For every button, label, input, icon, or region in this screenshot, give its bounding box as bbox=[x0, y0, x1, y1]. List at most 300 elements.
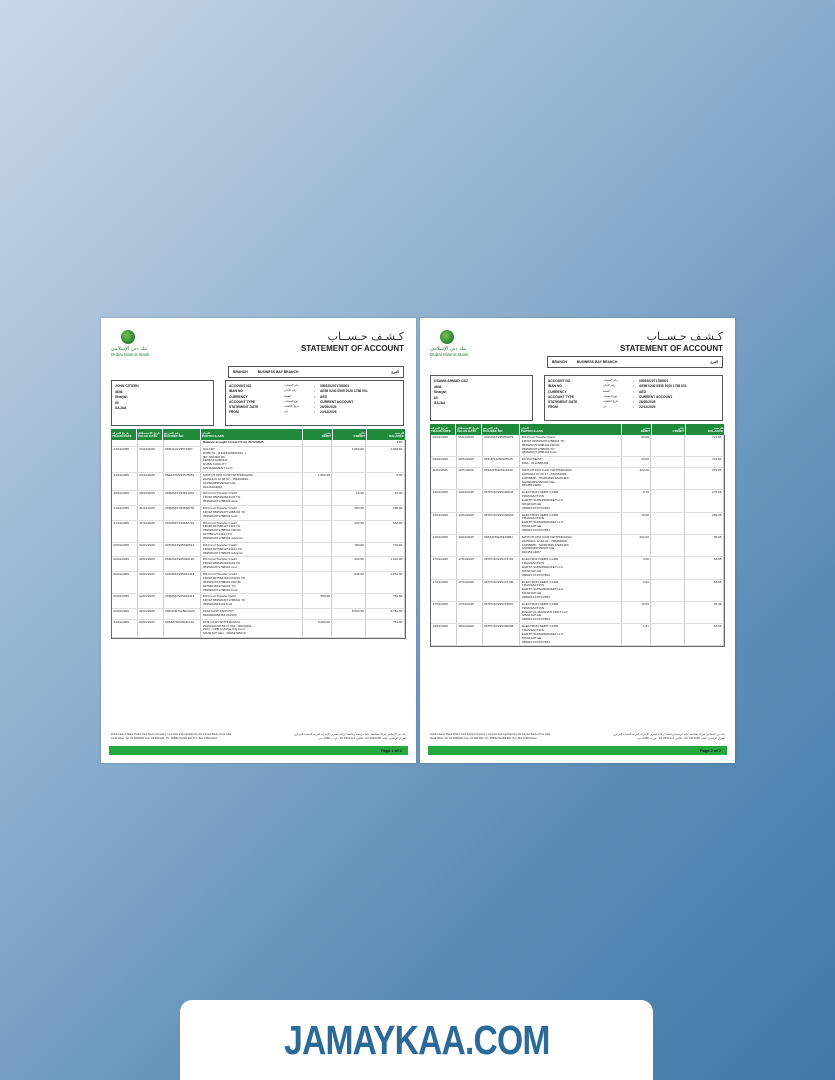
table-cell: 001MSFT225022414 bbox=[164, 572, 202, 593]
table-cell: 02/01/2025 bbox=[112, 543, 138, 557]
account-info-value: 26/05/2025 bbox=[639, 400, 656, 405]
table-cell: ELECTRON DEBIT CARD TRANSACTION EARTH SUPERMARKET LLC SHARJAH AE 45882XXXXXX7884 bbox=[520, 557, 621, 578]
account-info-label-ar: نوع الحساب bbox=[603, 393, 618, 398]
table-cell bbox=[303, 543, 333, 557]
customer-name: USAMA AHMAD IJAZ bbox=[434, 379, 469, 383]
table-cell bbox=[138, 440, 164, 446]
column-header-en: DOC/REF NO bbox=[483, 429, 503, 434]
table-cell: MS Fund Transfer Credit FROM 0595202823101 TO 0595202071788001 rent bbox=[201, 557, 302, 571]
table-cell: 5,751.84 bbox=[366, 609, 405, 619]
account-info-row bbox=[229, 400, 400, 404]
table-row bbox=[112, 620, 405, 638]
table-row bbox=[112, 473, 405, 491]
column-header-ar: دائن bbox=[359, 430, 365, 435]
table-cell: 18/01/2025 bbox=[431, 624, 457, 645]
bank-logo bbox=[111, 330, 181, 358]
table-cell: 17/01/2025 bbox=[457, 602, 483, 623]
table-header bbox=[111, 429, 406, 440]
table-cell: MS Fund Transfer Credit FROM 0075801274401 TO 0595202071788001 FROM 00758012744101 TO 0595202071788001 advance bbox=[201, 521, 302, 542]
table-cell bbox=[651, 513, 685, 534]
table-cell: 007MSFT225020514 bbox=[164, 543, 202, 557]
account-info-value: 22/12/2025 bbox=[639, 405, 656, 410]
table-cell bbox=[332, 473, 366, 490]
table-cell: 17/01/2025 bbox=[431, 580, 457, 601]
branch-value: BUSINESS BAY BRANCH bbox=[257, 369, 299, 374]
table-cell: 02/01/2025 bbox=[138, 543, 164, 557]
table-cell: 31/12/2025 bbox=[112, 521, 138, 542]
account-info-value: AE56 0240 0595 2020 1788 001 bbox=[639, 384, 687, 389]
table-cell: 13/01/2025 bbox=[457, 535, 483, 556]
table-cell: 001MSFT223652791 bbox=[164, 521, 202, 542]
table-cell: 067POSX225172796 bbox=[483, 580, 521, 601]
column-header bbox=[652, 424, 686, 435]
account-info-label-ar: رقم الآيبان bbox=[284, 388, 297, 393]
table-cell bbox=[651, 602, 685, 623]
table-cell bbox=[303, 572, 333, 593]
column-header bbox=[367, 429, 406, 440]
table-cell: 03/01/2025 bbox=[112, 620, 138, 637]
customer-address-line: 60 bbox=[434, 395, 438, 400]
account-info-label-ar: رقم الحساب bbox=[284, 383, 299, 387]
table-cell bbox=[303, 491, 333, 505]
bank-name-ar: بنك دبي الإسلامي bbox=[430, 346, 467, 352]
account-info-row bbox=[229, 410, 400, 414]
table-cell: 701.84 bbox=[685, 457, 724, 467]
table-row bbox=[112, 572, 405, 594]
table-row bbox=[112, 609, 405, 620]
customer-address-line: 60 bbox=[115, 400, 119, 405]
table-cell: 02/01/2025 bbox=[112, 594, 138, 608]
column-header bbox=[333, 429, 367, 440]
table-row bbox=[431, 602, 724, 624]
account-info-label: IBAN NO bbox=[229, 389, 243, 394]
brand-text: JAMAYKAA.COM bbox=[283, 1016, 550, 1063]
table-body bbox=[111, 440, 406, 639]
table-cell: 001MSFT225052079 bbox=[483, 435, 521, 456]
table-cell: ELECTRON DEBIT CARD TRANSACTION EARTH SUPERMARKET LLC SHARJAH AE 45882XXXXXX7884 bbox=[520, 580, 621, 601]
table-cell: 16.59 bbox=[622, 602, 652, 623]
column-header-ar: تاريخ الحركة bbox=[112, 430, 129, 435]
customer-address-box bbox=[111, 380, 214, 426]
table-cell: 1.87 bbox=[622, 624, 652, 645]
account-info-label-ar: رقم الآيبان bbox=[603, 383, 616, 388]
footer-text-ar: المركز الرئيسي: هاتف 2953000 04 ، فاكس 2954111 04 ، ص.ب 1080 دبي bbox=[318, 737, 406, 741]
table-cell bbox=[332, 594, 366, 608]
column-header-ar: تاريخ الاستحقاق bbox=[138, 430, 161, 435]
table-cell: 13/01/2025 bbox=[457, 490, 483, 511]
table-cell: 2.84 bbox=[366, 440, 405, 446]
footer-text: Dubai Islamic Bank Public Joint Stock Company. Licensed and regulated by the Central Bank of the UAE bbox=[111, 733, 232, 736]
table-cell: 260.05 bbox=[685, 513, 724, 534]
footer-text-ar: بنك دبي الإسلامي شركة مساهمة عامة مرخصة وخاضعة لرقابة مصرف الإمارات العربية المتحدة المركزي bbox=[613, 733, 725, 736]
table-cell: 1,860.00 bbox=[332, 447, 366, 472]
table-cell: 065ZATM225130661 bbox=[483, 535, 521, 556]
table-row bbox=[431, 435, 724, 457]
separator: : bbox=[314, 389, 316, 394]
branch-label: BRANCH bbox=[233, 369, 248, 374]
branch-label: BRANCH bbox=[552, 359, 567, 364]
statement-page-2 bbox=[420, 318, 735, 763]
table-cell: 067POSX225180088 bbox=[483, 624, 521, 645]
page-number-bar: Page 2 of 2 bbox=[428, 746, 727, 755]
table-row bbox=[112, 521, 405, 543]
column-header-ar: رقم المرجع bbox=[483, 425, 500, 430]
table-cell: 9.19 bbox=[622, 490, 652, 511]
table-row bbox=[112, 543, 405, 558]
column-header-ar: تاريخ الحركة bbox=[431, 425, 448, 430]
account-info-label: ACCOUNT TYPE bbox=[548, 394, 575, 399]
customer-address-line: Sharjah bbox=[434, 390, 447, 395]
table-cell: 02/01/2025 bbox=[138, 609, 164, 619]
statement-title-en: STATEMENT OF ACCOUNT bbox=[620, 343, 723, 353]
table-cell: 067POSX225172807 bbox=[483, 602, 521, 623]
account-info-label-ar: من bbox=[284, 409, 288, 414]
column-header bbox=[303, 429, 333, 440]
table-cell: MS Fund Transfer Debit FROM 0595202071788001 TO 0595202771088101 FROM 0595202071788001 TO 0595202771088101 food bbox=[520, 435, 621, 456]
table-body bbox=[430, 435, 725, 647]
bank-name-ar: بنك دبي الإسلامي bbox=[111, 346, 148, 352]
table-cell: 02/01/2025 bbox=[138, 572, 164, 593]
account-info-value: AED bbox=[320, 394, 327, 399]
column-header bbox=[430, 424, 456, 435]
table-cell bbox=[164, 440, 202, 446]
transactions-table bbox=[111, 429, 406, 639]
account-info-label-ar: العملة bbox=[603, 388, 611, 393]
table-cell: 52.05 bbox=[685, 580, 724, 601]
table-cell: 4.00 bbox=[622, 557, 652, 578]
table-cell: 02/01/2025 bbox=[138, 594, 164, 608]
table-row bbox=[112, 447, 405, 473]
table-cell: 35.46 bbox=[685, 602, 724, 623]
table-cell: 300.00 bbox=[332, 557, 366, 571]
table-cell bbox=[303, 557, 333, 571]
branch-label-ar: الفرع bbox=[391, 369, 399, 374]
table-cell: 31/12/2025 bbox=[112, 506, 138, 520]
table-row bbox=[112, 440, 405, 447]
table-cell bbox=[303, 521, 333, 542]
brand-banner bbox=[180, 1000, 653, 1080]
table-cell: 1,862.00 bbox=[303, 473, 333, 490]
table-cell bbox=[651, 535, 685, 556]
table-cell: 069MSFT225022413 bbox=[164, 594, 202, 608]
table-cell: 03/01/2025 bbox=[138, 620, 164, 637]
account-info-label: IBAN NO bbox=[548, 384, 562, 389]
column-header-en: PARTICULARS bbox=[202, 434, 224, 439]
account-info-label: FROM bbox=[548, 405, 558, 410]
table-cell: 5,000.00 bbox=[303, 620, 333, 637]
table-row bbox=[112, 506, 405, 521]
column-header-ar: الرصيد bbox=[713, 425, 723, 430]
table-cell: 02/01/2025 bbox=[112, 572, 138, 593]
table-cell bbox=[303, 447, 333, 472]
account-info-box bbox=[225, 380, 404, 426]
table-cell: 02/01/2025 bbox=[138, 557, 164, 571]
account-info-row bbox=[548, 395, 719, 399]
separator: : bbox=[633, 394, 635, 399]
column-header bbox=[520, 424, 622, 435]
table-row bbox=[431, 468, 724, 490]
table-cell: 09/01/2025 bbox=[431, 457, 457, 467]
table-cell: 067POSX225130044 bbox=[483, 490, 521, 511]
table-row bbox=[112, 491, 405, 506]
account-info-value: CURRENT ACCOUNT bbox=[639, 394, 673, 399]
separator: : bbox=[633, 384, 635, 389]
table-row bbox=[431, 624, 724, 646]
table-cell: 1,010.84 bbox=[366, 557, 405, 571]
branch-box bbox=[228, 366, 404, 378]
footer-line-1 bbox=[111, 733, 406, 736]
table-cell: 13/01/2025 bbox=[431, 535, 457, 556]
table-cell: 13/01/2025 bbox=[431, 490, 457, 511]
account-info-label-ar: من bbox=[603, 404, 607, 409]
customer-address-line: SAJAA bbox=[115, 406, 127, 411]
table-cell: 31/12/2025 bbox=[138, 506, 164, 520]
table-cell: 17/01/2025 bbox=[431, 602, 457, 623]
bank-name-en: Dubai Islamic Bank bbox=[111, 352, 150, 358]
table-cell: 1,862.84 bbox=[366, 447, 405, 472]
account-info-row bbox=[229, 384, 400, 388]
table-cell bbox=[651, 468, 685, 489]
account-info-label-ar: نوع الحساب bbox=[284, 398, 299, 403]
table-cell: 2.00 bbox=[622, 580, 652, 601]
table-cell: 05/01/2025 bbox=[431, 435, 457, 456]
table-cell: MS Fund Transfer Debit FROM 0595202071788001 TO 0595202823101 food bbox=[201, 594, 302, 608]
column-header-en: DOC/REF NO bbox=[164, 434, 184, 439]
separator: : bbox=[633, 389, 635, 394]
table-row bbox=[112, 594, 405, 609]
account-info-row bbox=[548, 384, 719, 388]
bank-logo-icon bbox=[440, 330, 454, 344]
account-info-value: AED bbox=[639, 389, 646, 394]
account-info-value: 26/05/2025 bbox=[320, 405, 337, 410]
column-header-ar: رقم المرجع bbox=[164, 430, 181, 435]
table-cell: 200.00 bbox=[332, 521, 366, 542]
column-header-ar: مدين bbox=[643, 425, 650, 430]
column-header bbox=[163, 429, 201, 440]
column-header-en: DEBIT bbox=[640, 429, 650, 434]
table-cell: SALARY DXBFTS - [14203123593325...] [BY ORDER OF AE56X123000111 DUBAI FACILITY MANAGEMENT LLC] bbox=[201, 447, 302, 472]
column-header-en: BALANCE bbox=[388, 434, 404, 439]
customer-address-line: 4646 bbox=[115, 389, 123, 394]
column-header-ar: الرصيد bbox=[394, 430, 404, 435]
account-info-label: STATEMENT DATE bbox=[229, 405, 259, 410]
account-info-label: CURRENCY bbox=[548, 389, 567, 394]
table-cell: 28/12/2025 bbox=[112, 491, 138, 505]
column-header-en: PARTICULARS bbox=[521, 429, 543, 434]
branch-box bbox=[547, 356, 723, 368]
statement-title-en: STATEMENT OF ACCOUNT bbox=[301, 343, 404, 353]
column-header bbox=[622, 424, 652, 435]
separator: : bbox=[314, 384, 316, 388]
table-cell: 721.84 bbox=[685, 435, 724, 456]
account-info-value: CURRENT ACCOUNT bbox=[320, 399, 354, 404]
customer-address-line: SAJAA bbox=[434, 401, 446, 406]
table-cell: 02/01/2025 bbox=[112, 609, 138, 619]
separator: : bbox=[633, 405, 635, 410]
table-cell: 069MSFT223621031 bbox=[164, 491, 202, 505]
footer-line-1 bbox=[430, 733, 725, 736]
table-cell: 54.05 bbox=[685, 557, 724, 578]
account-info-box bbox=[544, 375, 723, 421]
table-cell bbox=[303, 440, 333, 446]
account-info-label: STATEMENT DATE bbox=[548, 400, 578, 405]
statement-page-1 bbox=[101, 318, 416, 763]
table-row bbox=[431, 580, 724, 602]
table-cell: 500.00 bbox=[303, 594, 333, 608]
column-header-en: CREDIT bbox=[672, 429, 684, 434]
column-header-ar: البيان bbox=[202, 430, 210, 435]
table-cell: Balance brought forward from 31/12/2025 bbox=[201, 440, 302, 446]
separator: : bbox=[633, 400, 635, 405]
column-header-ar: البيان bbox=[521, 425, 529, 430]
table-cell: 751.84 bbox=[366, 594, 405, 608]
table-row bbox=[431, 490, 724, 512]
customer-name: JOHN CITIZEN bbox=[115, 384, 139, 388]
branch-label-ar: الفرع bbox=[710, 359, 718, 364]
table-cell: 10.60 bbox=[622, 513, 652, 534]
table-row bbox=[431, 513, 724, 535]
table-cell: 067POSX225172791 bbox=[483, 557, 521, 578]
table-cell: 65EZATM223575851 bbox=[164, 473, 202, 490]
separator: : bbox=[314, 405, 316, 410]
column-header-en: VALUE DATE bbox=[457, 429, 477, 434]
table-cell bbox=[112, 440, 138, 446]
statement-title-ar: كـشـف حـســاب bbox=[327, 330, 404, 343]
table-cell: 270.65 bbox=[685, 490, 724, 511]
table-cell: 067POSX225130052 bbox=[483, 513, 521, 534]
separator: : bbox=[314, 394, 316, 399]
account-info-value: 0595202071788001 bbox=[639, 379, 669, 383]
table-cell: 17/01/2025 bbox=[431, 557, 457, 578]
column-header-ar: مدين bbox=[324, 430, 331, 435]
account-info-label-ar: تاريخ الكشف bbox=[284, 404, 300, 409]
table-cell: DU PAYMENT MSA - 0112588402 bbox=[520, 457, 621, 467]
table-cell: ELECTRON DEBIT CARD TRANSACTION EARTH SUPERMARKET LLC SHARJAH AE 45882XXXXXX7884 bbox=[520, 513, 621, 534]
account-info-row bbox=[548, 379, 719, 383]
table-cell: 360.84 bbox=[366, 506, 405, 520]
table-cell: 11/01/2025 bbox=[431, 468, 457, 489]
table-cell: MS Fund Transfer Credit FROM 0075801811373201 TO 0595202071788001 FROM 0075801813732201 TO 0595202071788001 food bbox=[201, 572, 302, 593]
table-cell: CDM CASH DEPOSIT 5020000058461-262103 bbox=[201, 609, 302, 619]
table-cell: 560.84 bbox=[366, 521, 405, 542]
table-cell: 1,251.84 bbox=[366, 572, 405, 593]
table-cell: ELECTRON DEBIT CARD TRANSACTION EARTH SUPERMARKET LLC SHARJAH AE 45882XXXXXX7884 bbox=[520, 490, 621, 511]
table-cell: 13/01/2025 bbox=[431, 513, 457, 534]
table-cell: 006CDMT225024103 bbox=[164, 609, 202, 619]
account-info-label-ar: تاريخ الكشف bbox=[603, 399, 619, 404]
account-info-row bbox=[229, 405, 400, 409]
table-cell: SWITCH ATM CASH WITHDRAWAL 20250113 12:48:44 - 784454699 - 10058888 - 784454699 FAMILIES SUPERMSHARJAH AE - 00145914087 bbox=[520, 535, 621, 556]
account-info-label: ACCOUNT NO bbox=[229, 384, 252, 388]
table-cell: 350.00 bbox=[332, 506, 366, 520]
customer-address-line: Sharjah bbox=[115, 395, 128, 400]
table-cell: 065ZATM225110240 bbox=[483, 468, 521, 489]
table-cell: 069MSFT225020720 bbox=[164, 557, 202, 571]
account-info-label: FROM bbox=[229, 410, 239, 415]
table-cell: 23/12/2025 bbox=[112, 473, 138, 490]
bank-name-en: Dubai Islamic Bank bbox=[430, 352, 469, 358]
table-cell bbox=[332, 440, 366, 446]
table-cell: 18/01/2025 bbox=[457, 624, 483, 645]
page-footer bbox=[430, 733, 725, 741]
page-number-bar: Page 1 of 2 bbox=[109, 746, 408, 755]
table-cell: 33.62 bbox=[685, 624, 724, 645]
account-info-value: 0595202071788001 bbox=[320, 384, 350, 388]
table-row bbox=[431, 535, 724, 557]
table-cell: 10.00 bbox=[332, 491, 366, 505]
account-info-row bbox=[229, 389, 400, 393]
table-cell: 001UP1425090T025 bbox=[483, 457, 521, 467]
column-header-en: CREDIT bbox=[353, 434, 365, 439]
table-cell: 31/12/2025 bbox=[138, 521, 164, 542]
table-cell: 23/12/2025 bbox=[138, 473, 164, 490]
account-info-row bbox=[548, 400, 719, 404]
table-cell bbox=[651, 580, 685, 601]
table-cell: MS Fund Transfer Credit FROM 00758012744101 TO 0595202071788001 advance bbox=[201, 543, 302, 557]
account-info-row bbox=[229, 395, 400, 399]
account-info-row bbox=[548, 405, 719, 409]
footer-text-ar: بنك دبي الإسلامي شركة مساهمة عامة مرخصة وخاضعة لرقابة مصرف الإمارات العربية المتحدة المركزي bbox=[294, 733, 406, 736]
table-cell bbox=[332, 620, 366, 637]
table-cell bbox=[303, 506, 333, 520]
account-info-value: 22/12/2025 bbox=[320, 410, 337, 415]
branch-value: BUSINESS BAY BRANCH bbox=[576, 359, 618, 364]
table-cell bbox=[651, 435, 685, 456]
table-cell bbox=[651, 557, 685, 578]
table-cell: 202.00 bbox=[622, 535, 652, 556]
table-cell: 11/01/2025 bbox=[457, 468, 483, 489]
table-row bbox=[112, 557, 405, 572]
table-cell: SWITCH ATM CASH WITHDRAWAL 20250111 07:20:17 - 784454699 - 10058888 - 784454699 FAMILIES SUPERMSHARJAH AE - 00145514289 bbox=[520, 468, 621, 489]
table-cell: 0.84 bbox=[366, 473, 405, 490]
column-header-en: BALANCE bbox=[707, 429, 723, 434]
table-cell: 58.05 bbox=[685, 535, 724, 556]
table-cell: 5,000.00 bbox=[332, 609, 366, 619]
footer-text: Head office: Tel: 04 2953000, Fax: 04 2954111, Tlx: 45889 ISLAMI EM, P.O. Box 1080 Dubai bbox=[111, 737, 218, 741]
column-header-ar: تاريخ الاستحقاق bbox=[457, 425, 480, 430]
column-header-en: VALUE DATE bbox=[138, 434, 158, 439]
table-cell: 751.84 bbox=[366, 620, 405, 637]
table-cell: 66FNIL0223571987 bbox=[164, 447, 202, 472]
table-cell bbox=[651, 624, 685, 645]
table-cell: 17/01/2025 bbox=[457, 580, 483, 601]
footer-text: Dubai Islamic Bank Public Joint Stock Company. Licensed and regulated by the Central Bank of the UAE bbox=[430, 733, 551, 736]
table-cell: ATM CASH WITHDRAWAL 20250103 08:53:17 PM - 00002401 - 2401 - CDB Al Zahia City Cent SHARJAH AE1 - 00031798070 bbox=[201, 620, 302, 637]
table-cell: SWITCH ATM CASH WITHDRAWAL 20251223 12:38:57 - 784454699 - SUPERMSHARJAH AE - 00143284004 bbox=[201, 473, 302, 490]
statement-title-ar: كـشـف حـســاب bbox=[646, 330, 723, 343]
table-cell: 30.00 bbox=[622, 435, 652, 456]
account-info-label-ar: العملة bbox=[284, 393, 292, 398]
transactions-table bbox=[430, 424, 725, 647]
customer-address-line: 4646 bbox=[434, 384, 442, 389]
bank-logo bbox=[430, 330, 500, 358]
footer-text: Head office: Tel: 04 2953000, Fax: 04 2954111, Tlx: 45889 ISLAMI EM, P.O. Box 1080 Dubai bbox=[430, 737, 537, 741]
separator: : bbox=[633, 379, 635, 383]
table-cell: ELECTRON DEBIT CARD TRANSACTION MADAT AL MADINAH SMKT LLC SHARJAH AE 45882XXXXXX7884 bbox=[520, 602, 621, 623]
table-cell bbox=[303, 609, 333, 619]
separator: : bbox=[314, 399, 316, 404]
statement-title bbox=[620, 330, 723, 354]
table-cell: 17/01/2025 bbox=[457, 557, 483, 578]
column-header-ar: دائن bbox=[678, 425, 684, 430]
account-info-label-ar: رقم الحساب bbox=[603, 378, 618, 382]
column-header bbox=[482, 424, 520, 435]
table-cell bbox=[651, 490, 685, 511]
footer-text-ar: المركز الرئيسي: هاتف 2953000 04 ، فاكس 2954111 04 ، ص.ب 1080 دبي bbox=[637, 737, 725, 741]
account-info-label: CURRENCY bbox=[229, 394, 248, 399]
column-header bbox=[456, 424, 482, 435]
table-cell: 238.00 bbox=[332, 572, 366, 593]
